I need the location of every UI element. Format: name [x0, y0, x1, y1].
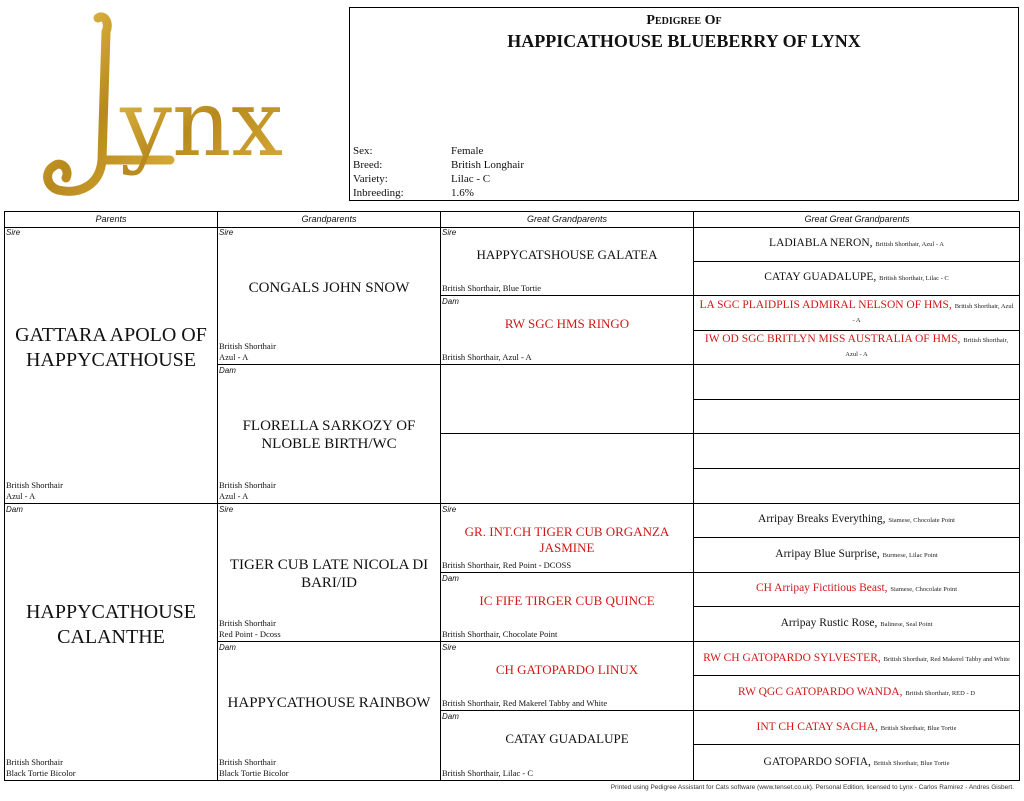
great-grandparent-cell: [441, 434, 694, 503]
great-great-grandparent-info: British Shorthair, Blue Tortie: [873, 759, 950, 767]
great-great-grandparent-info: British Shorthair, Azul - A: [875, 240, 944, 248]
great-great-grandparent-info: Balinese, Seal Point: [880, 620, 933, 628]
detail-row: [353, 172, 524, 186]
great-grandparent-cell: [441, 365, 694, 434]
great-great-grandparent-name: IW OD SGC BRITLYN MISS AUSTRALIA OF HMS,: [704, 333, 964, 346]
great-great-grandparent-name: CH Arripay Fictitious Beast,: [755, 582, 891, 595]
detail-label: Variety:: [353, 173, 388, 185]
parent-breed: British Shorthair: [6, 479, 63, 490]
great-great-grandparent-name: GATOPARDO SOFIA,: [763, 755, 874, 768]
great-great-grandparent-entry: [764, 756, 950, 770]
detail-row: [353, 144, 524, 158]
great-great-grandparent-name: LADIABLA NERON,: [769, 236, 876, 249]
great-great-grandparent-name: RW QGC GATOPARDO WANDA,: [738, 686, 906, 699]
svg-text:ynx: ynx: [120, 70, 284, 177]
sire-dam-label: Sire: [219, 228, 234, 237]
pedigree-header: [349, 7, 1019, 201]
great-great-grandparent-entry: [698, 299, 1015, 327]
great-grandparent-info: British Shorthair, Chocolate Point: [442, 628, 558, 639]
great-grandparent-name: GR. INT.CH TIGER CUB ORGANZA JASMINE: [464, 523, 670, 555]
sire-dam-label: Dam: [219, 642, 236, 652]
great-great-grandparent-cell: [694, 745, 1019, 780]
detail-value: British Longhair: [451, 159, 525, 171]
detail-value: 1.6%: [451, 187, 474, 199]
great-great-grandparent-info: Burmese, Lilac Point: [882, 551, 938, 559]
great-grandparent-info: British Shorthair, Blue Tortie: [442, 283, 542, 294]
grandparent-breed: British Shorthair: [219, 479, 276, 490]
great-grandparent-cell: [441, 711, 694, 780]
great-great-grandparent-entry: [758, 513, 955, 527]
sire-dam-label: Sire: [219, 504, 234, 514]
cat-details: [353, 144, 524, 200]
great-great-grandparent-info: British Shorthair, Azul - A: [845, 337, 1009, 359]
grandparent-name: HAPPYCATHOUSE RAINBOW: [227, 694, 431, 711]
grandparent-cell: [218, 504, 441, 642]
sire-dam-label: Dam: [442, 711, 459, 721]
great-great-grandparent-name: Arripay Breaks Everything,: [758, 513, 889, 526]
great-great-grandparent-cell: [694, 711, 1019, 746]
great-great-grandparent-entry: [769, 237, 944, 251]
great-great-grandparent-cell: [694, 573, 1019, 608]
column-header: Great Grandparents: [441, 212, 694, 228]
great-great-grandparent-cell: [694, 607, 1019, 642]
great-grandparent-cell: [441, 642, 694, 711]
great-great-grandparent-entry: [757, 721, 957, 735]
column-header: Great Great Grandparents: [694, 212, 1020, 228]
detail-row: [353, 186, 524, 200]
great-great-grandparent-entry: [703, 652, 1010, 666]
detail-row: [353, 158, 524, 172]
parent-variety: Black Tortie Bicolor: [6, 768, 76, 778]
detail-value: Lilac - C: [451, 173, 491, 185]
sire-dam-label: Dam: [6, 504, 23, 514]
great-great-grandparent-name: RW CH GATOPARDO SYLVESTER,: [703, 651, 884, 664]
sire-dam-label: Sire: [442, 504, 457, 514]
great-great-grandparent-cell: [694, 642, 1019, 677]
pedigree-table: [4, 211, 1020, 781]
grandparent-breed: British Shorthair: [219, 757, 276, 767]
great-great-grandparent-info: British Shorthair, Blue Tortie: [880, 724, 957, 732]
parent-name: HAPPYCATHOUSE CALANTHE: [25, 600, 197, 648]
great-great-grandparent-info: British Shorthair, Azul - A: [852, 302, 1014, 324]
sire-dam-label: Dam: [442, 297, 459, 307]
great-great-grandparent-cell: [694, 296, 1019, 331]
great-great-grandparent-entry: [756, 582, 957, 596]
great-grandparent-name: RW SGC HMS RINGO: [504, 316, 630, 332]
detail-value: Female: [451, 145, 484, 157]
grandparent-cell: [218, 227, 441, 365]
grandparent-breed: British Shorthair: [219, 617, 276, 628]
parent-cell: [5, 504, 218, 781]
great-great-grandparent-entry: [781, 617, 933, 631]
title-prefix: Pedigree Of: [646, 13, 722, 28]
great-grandparent-cell: [441, 504, 694, 573]
sire-dam-label: Dam: [442, 573, 459, 583]
great-grandparent-info: British Shorthair, Lilac - C: [442, 768, 534, 778]
great-grandparent-cell: [441, 227, 694, 296]
great-great-grandparent-name: CATAY GUADALUPE,: [764, 271, 880, 284]
sire-dam-label: Sire: [442, 228, 457, 237]
grandparent-name: FLORELLA SARKOZY OF NLOBLE BIRTH/WC: [242, 418, 416, 453]
great-grandparent-info: British Shorthair, Azul - A: [442, 352, 532, 363]
great-great-grandparent-entry: [764, 271, 948, 285]
great-grandparent-info: British Shorthair, Red Point - DCOSS: [442, 559, 572, 570]
sire-dam-label: Sire: [6, 228, 21, 237]
great-grandparent-name: HAPPYCATSHOUSE GALATEA: [476, 247, 658, 262]
grandparent-variety: Red Point - Dcoss: [219, 628, 281, 639]
grandparent-variety: Azul - A: [219, 490, 249, 501]
great-great-grandparent-cell: [694, 227, 1019, 262]
great-grandparent-cell: [441, 573, 694, 642]
great-great-grandparent-cell: [694, 504, 1019, 539]
detail-label: Sex:: [353, 145, 373, 157]
great-grandparent-cell: [441, 296, 694, 365]
grandparent-name: CONGALS JOHN SNOW: [248, 280, 410, 297]
parent-cell: [5, 227, 218, 504]
great-great-grandparent-name: LA SGC PLAIDPLIS ADMIRAL NELSON OF HMS,: [699, 298, 955, 311]
grandparent-name: TIGER CUB LATE NICOLA DI BARI/ID: [229, 556, 429, 591]
sire-dam-label: Dam: [219, 366, 236, 376]
great-great-grandparent-entry: [738, 686, 975, 700]
great-great-grandparent-cell: [694, 538, 1019, 573]
great-grandparent-name: CATAY GUADALUPE: [505, 730, 629, 746]
parent-name: GATTARA APOLO OF HAPPYCATHOUSE: [15, 324, 207, 372]
great-great-grandparent-cell: [694, 676, 1019, 711]
grandparent-breed: British Shorthair: [219, 341, 276, 352]
detail-label: Breed:: [353, 159, 383, 171]
grandparent-variety: Azul - A: [219, 352, 249, 363]
footer-note: Printed using Pedigree Assistant for Cats software (www.tenset.co.uk). Personal Edition, licensed to Lynx - Carlos Ramirez - Andres Gisbert.: [610, 784, 1014, 791]
great-grandparent-name: CH GATOPARDO LINUX: [495, 661, 639, 677]
column-header: Grandparents: [218, 212, 441, 228]
great-great-grandparent-info: British Shorthair, Lilac - C: [879, 275, 949, 283]
sire-dam-label: Sire: [442, 642, 457, 652]
great-great-grandparent-info: British Shorthair, Red Makerel Tabby and White: [883, 655, 1010, 663]
great-grandparent-info: British Shorthair, Red Makerel Tabby and White: [442, 697, 608, 708]
great-great-grandparent-cell: [694, 262, 1019, 297]
great-great-grandparent-entry: [775, 548, 937, 562]
great-great-grandparent-info: British Shorthair, RED - D: [905, 690, 975, 698]
great-great-grandparent-cell: [694, 365, 1019, 400]
column-header: Parents: [5, 212, 218, 228]
detail-label: Inbreeding:: [353, 187, 404, 199]
great-great-grandparent-cell: [694, 400, 1019, 435]
great-great-grandparent-cell: [694, 434, 1019, 469]
great-great-grandparent-name: Arripay Blue Surprise,: [775, 547, 883, 560]
great-great-grandparent-name: Arripay Rustic Rose,: [780, 616, 881, 629]
great-great-grandparent-info: Siamese, Chocolate Point: [888, 517, 955, 525]
great-great-grandparent-name: INT CH CATAY SACHA,: [756, 720, 881, 733]
grandparent-variety: Black Tortie Bicolor: [219, 768, 289, 778]
grandparent-cell: [218, 642, 441, 780]
grandparent-cell: [218, 365, 441, 503]
great-great-grandparent-info: Siamese, Chocolate Point: [890, 586, 958, 594]
cat-name: HAPPICATHOUSE BLUEBERRY OF LYNX: [507, 31, 861, 51]
great-great-grandparent-cell: [694, 331, 1019, 366]
great-great-grandparent-cell: [694, 469, 1019, 504]
parent-variety: Azul - A: [6, 490, 36, 501]
great-grandparent-name: IC FIFE TIRGER CUB QUINCE: [479, 592, 655, 608]
parent-breed: British Shorthair: [6, 757, 63, 767]
lynx-logo: [40, 10, 290, 200]
great-great-grandparent-entry: [698, 333, 1015, 361]
